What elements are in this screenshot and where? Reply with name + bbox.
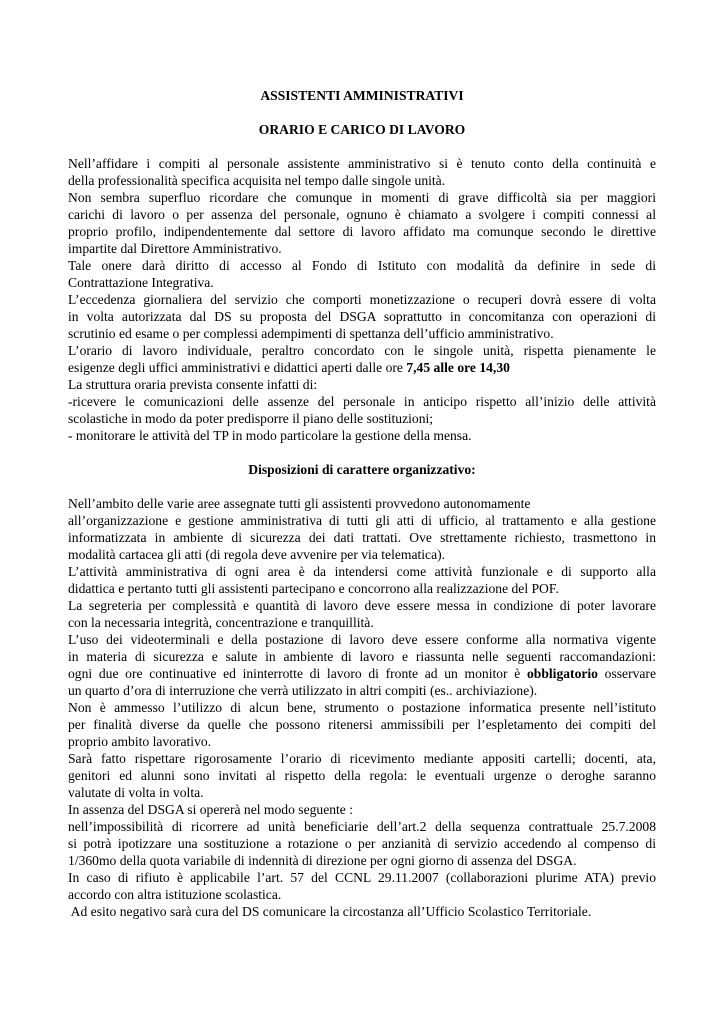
paragraph-line: impartite dal Direttore Amministrativo. — [68, 241, 282, 256]
mandatory-text: ogni due ore continuative ed ininterrotte di lavoro di fronte ad un monitor è — [68, 666, 527, 681]
paragraph-line: accordo con altra istituzione scolastica. — [68, 887, 282, 902]
paragraph-line: modalità cartacea gli atti (di regola deve avvenire per via telematica). — [68, 547, 446, 562]
paragraph-line: proprio profilo, indipendentemente dal settore di lavoro affidato ma comunque secondo le direttive — [68, 224, 656, 239]
paragraph-line: didattica e pertanto tutti gli assistenti partecipano e concorrono alla realizzazione del POF. — [68, 581, 559, 596]
paragraph-line: In caso di rifiuto è applicabile l’art. 57 del CCNL 29.11.2007 (collaborazioni plurime ATA) previo — [68, 870, 656, 885]
paragraph-line: 1/360mo della quota variabile di indennità di direzione per ogni giorno di assenza del DSGA. — [68, 853, 577, 868]
office-hours-bold: 7,45 alle ore 14,30 — [406, 360, 510, 375]
paragraph-line: valutate di volta in volta. — [68, 785, 204, 800]
office-hours-line — [68, 359, 656, 376]
mandatory-break-line — [68, 665, 656, 682]
paragraph-line: con la necessaria integrità, concentrazione e tranquillità. — [68, 615, 374, 630]
paragraph-line: scrutinio ed esame o per complessi adempimenti di spettanza dell’ufficio amministrativo. — [68, 326, 554, 341]
paragraph-line: -ricevere le comunicazioni delle assenze del personale in anticipo rispetto all’inizio delle attività — [68, 394, 656, 409]
paragraph-line: - monitorare le attività del TP in modo particolare la gestione della mensa. — [68, 428, 472, 443]
paragraph-line: in materia di sicurezza e salute in ambiente di lavoro e riassunta nelle seguenti raccomandazioni: — [68, 649, 656, 664]
paragraph-line: in volta autorizzata dal DS su proposta del DSGA soprattutto in concomitanza con operazioni di — [68, 309, 656, 324]
paragraph-line: Non è ammesso l’utilizzo di alcun bene, strumento o postazione informatica presente nell’istituto — [68, 700, 656, 715]
paragraph-line: La struttura oraria prevista consente infatti di: — [68, 377, 318, 392]
paragraph-line: Non sembra superfluo ricordare che comunque in momenti di grave difficoltà sia per maggiori — [68, 190, 656, 205]
paragraph-line: un quarto d’ora di interruzione che verrà utilizzato in altri compiti (es.. archiviazione). — [68, 683, 538, 698]
office-hours-text: esigenze degli uffici amministrativi e didattici aperti dalle ore — [68, 360, 407, 375]
paragraph-line: In assenza del DSGA si opererà nel modo seguente : — [68, 802, 354, 817]
paragraph-line: Sarà fatto rispettare rigorosamente l’orario di ricevimento mediante appositi cartelli; docenti, ata, — [68, 751, 656, 766]
document-subtitle: ORARIO E CARICO DI LAVORO — [258, 122, 466, 137]
paragraph-line: Nell’ambito delle varie aree assegnate tutti gli assistenti provvedono autonomamente — [68, 496, 531, 511]
paragraph-line: della professionalità specifica acquisita nel tempo dalle singole unità. — [68, 173, 446, 188]
paragraph-line: Contrattazione Integrativa. — [68, 275, 214, 290]
mandatory-bold: obbligatorio — [526, 666, 598, 681]
paragraph-line: L’eccedenza giornaliera del servizio che comporti monetizzazione o recuperi dovrà essere di volta — [68, 292, 656, 307]
paragraph-line: nell’impossibilità di ricorrere ad unità beneficiarie dell’art.2 della sequenza contrattuale 25.7.2008 — [68, 819, 656, 834]
paragraph-line: per finalità diverse da quelle che possono ritenersi ammissibili per l’espletamento dei compiti del — [68, 717, 656, 732]
paragraph-line: Tale onere darà diritto di accesso al Fondo di Istituto con modalità da definire in sede di — [68, 258, 656, 273]
paragraph-line: all’organizzazione e gestione amministrativa di tutti gli atti di ufficio, al trattamento e alla gestione — [68, 513, 656, 528]
paragraph-line: L’attività amministrativa di ogni area è da intendersi come attività funzionale e di supporto alla — [68, 564, 656, 579]
paragraph-line: L’orario di lavoro individuale, peraltro concordato con le singole unità, rispetta pienamente le — [68, 343, 656, 358]
paragraph-line: genitori ed alunni sono invitati al rispetto della regola: le eventuali urgenze o deroghe saranno — [68, 768, 656, 783]
paragraph-line: scolastiche in modo da poter predisporre il piano delle sostituzioni; — [68, 411, 434, 426]
paragraph-line: Ad esito negativo sarà cura del DS comunicare la circostanza all’Ufficio Scolastico Territoriale. — [68, 904, 592, 919]
paragraph-line: proprio ambito lavorativo. — [68, 734, 212, 749]
document-title: ASSISTENTI AMMINISTRATIVI — [260, 88, 464, 103]
section-title: Disposizioni di carattere organizzativo: — [248, 462, 476, 477]
paragraph-line: Nell’affidare i compiti al personale assistente amministrativo si è tenuto conto della continuità e — [68, 156, 656, 171]
paragraph-line: L’uso dei videoterminali e della postazione di lavoro deve essere conforme alla normativa vigente — [68, 632, 656, 647]
paragraph-line: La segreteria per complessità e quantità di lavoro deve essere messa in condizione di poter lavorare — [68, 598, 656, 613]
paragraph-line: informatizzata in ambiente di sicurezza dei dati trattati. Ove strettamente richiesto, trasmettono in — [68, 530, 656, 545]
mandatory-suffix: osservare — [597, 666, 656, 681]
paragraph-line: carichi di lavoro o per assenza del personale, ognuno è chiamato a svolgere i compiti connessi al — [68, 207, 656, 222]
paragraph-line: si potrà ipotizzare una sostituzione a rotazione o per anzianità di servizio accedendo al compenso di — [68, 836, 656, 851]
